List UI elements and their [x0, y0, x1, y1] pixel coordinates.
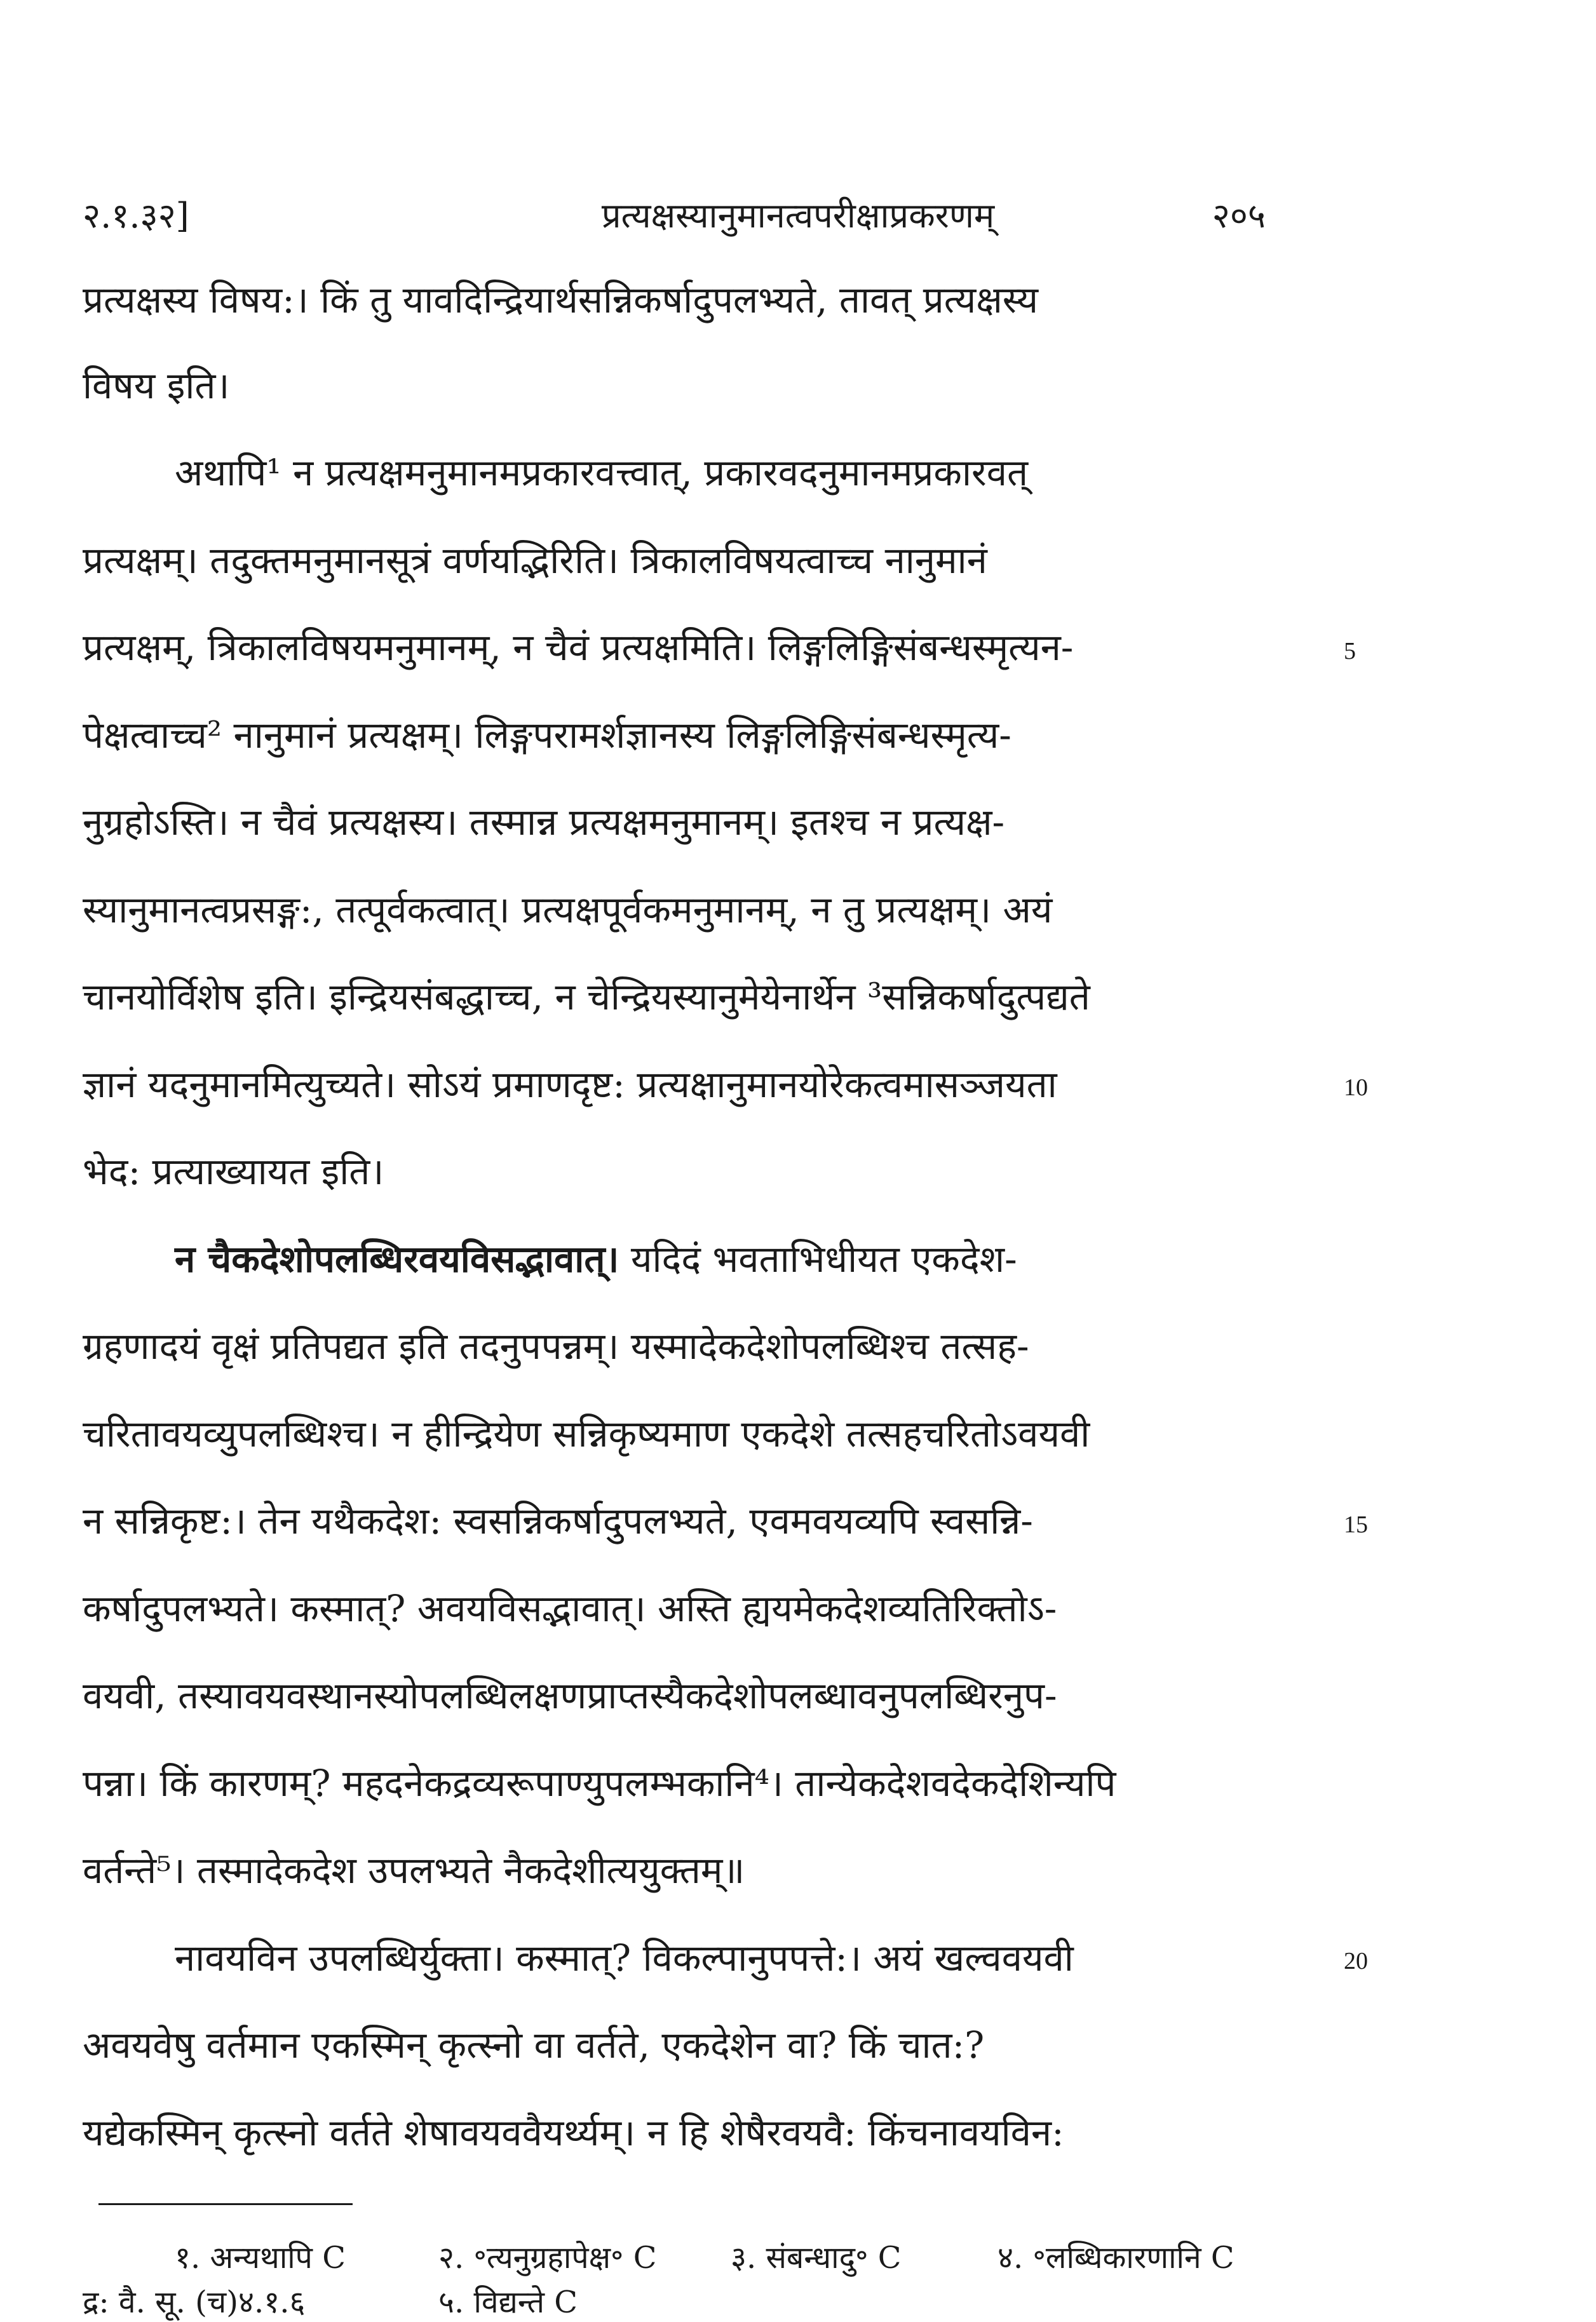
text-line: ग्रहणादयं वृक्षं प्रतिपद्यत इति तदनुपपन्नम्। यस्मादेकदेशोपलब्धिश्च तत्सह- — [83, 1325, 1029, 1368]
line-number: 15 — [1344, 1511, 1368, 1538]
text-line: प्रत्यक्षम्, त्रिकालविषयमनुमानम्, न चैवं प्रत्यक्षमिति। लिङ्गलिङ्गिसंबन्धस्मृत्यन- — [83, 626, 1074, 669]
text-line: अथापि¹ न प्रत्यक्षमनुमानमप्रकारवत्त्वात्, प्रकारवदनुमानमप्रकारवत् — [175, 451, 1029, 494]
text-line: चानयोर्विशेष इति। इन्द्रियसंबद्धाच्च, न चेन्द्रियस्यानुमेयेनार्थेन ³सन्निकर्षादुत्पद्यते — [83, 975, 1090, 1018]
text-line: पन्ना। किं कारणम्? महदनेकद्रव्यरूपाण्युपलम्भकानि⁴। तान्येकदेशवदेकदेशिन्यपि — [83, 1762, 1116, 1805]
text-line: ज्ञानं यदनुमानमित्युच्यते। सोऽयं प्रमाणदृष्ट: प्रत्यक्षानुमानयोरेकत्वमासञ्जयता — [83, 1063, 1057, 1106]
footnote: द्र: वै. सू. (च)४.१.६ — [83, 2285, 306, 2320]
text-line: विषय इति। — [83, 364, 230, 407]
text-line: स्यानुमानत्वप्रसङ्ग:, तत्पूर्वकत्वात्। प्रत्यक्षपूर्वकमनुमानम्, न तु प्रत्यक्षम्। अयं — [83, 888, 1053, 931]
text-line: अवयवेषु वर्तमान एकस्मिन् कृत्स्नो वा वर्तते, एकदेशेन वा? किं चात:? — [83, 2023, 985, 2067]
commentary-text: यदिदं भवताभिधीयत एकदेश- — [630, 1238, 1017, 1281]
text-line: नुग्रहोऽस्ति। न चैवं प्रत्यक्षस्य। तस्मान्न प्रत्यक्षमनुमानम्। इतश्च न प्रत्यक्ष- — [83, 800, 1005, 844]
text-line: भेद: प्रत्याख्यायत इति। — [83, 1150, 384, 1193]
text-line: चरितावयव्युपलब्धिश्च। न हीन्द्रियेण सन्निकृष्यमाण एकदेशे तत्सहचरितोऽवयवी — [83, 1412, 1090, 1455]
text-line: न सन्निकृष्ट:। तेन यथैकदेश: स्वसन्निकर्षादुपलभ्यते, एवमवयव्यपि स्वसन्नि- — [83, 1499, 1033, 1542]
line-number: 5 — [1344, 638, 1356, 665]
text-line: पेक्षत्वाच्च² नानुमानं प्रत्यक्षम्। लिङ्गपरामर्शज्ञानस्य लिङ्गलिङ्गिसंबन्धस्मृत्य- — [83, 713, 1011, 757]
line-number: 20 — [1344, 1948, 1368, 1974]
text-line: प्रत्यक्षम्। तदुक्तमनुमानसूत्रं वर्णयद्भिरिति। त्रिकालविषयत्वाच्च नानुमानं — [83, 539, 987, 582]
text-line: कर्षादुपलभ्यते। कस्मात्? अवयविसद्भावात्। अस्ति ह्ययमेकदेशव्यतिरिक्तोऽ- — [83, 1587, 1057, 1630]
chapter-title: प्रत्यक्षस्यानुमानत्वपरीक्षाप्रकरणम् — [601, 196, 995, 236]
text-line: प्रत्यक्षस्य विषय:। किं तु यावदिन्द्रियार्थसन्निकर्षादुपलभ्यते, तावत् प्रत्यक्षस्य — [83, 278, 1039, 321]
footnote: ३. संबन्धादु॰ C — [731, 2240, 902, 2276]
text-line: वर्तन्ते⁵। तस्मादेकदेश उपलभ्यते नैकदेशीत्ययुक्तम्॥ — [83, 1849, 745, 1892]
running-header — [0, 191, 1596, 248]
text-line: यद्येकस्मिन् कृत्स्नो वर्तते शेषावयववैयर्थ्यम्। न हि शेषैरवयवै: किंचनावयविन: — [83, 2111, 1064, 2154]
footnote: ५. विद्यन्ते C — [438, 2285, 578, 2320]
section-reference: २.१.३२] — [83, 196, 189, 236]
footnote: ४. ॰लब्धिकारणानि C — [998, 2240, 1234, 2276]
page-number: २०५ — [1212, 196, 1266, 236]
footnote: १. अन्यथापि C — [175, 2240, 346, 2276]
line-number: 10 — [1344, 1074, 1368, 1101]
text-line: वयवी, तस्यावयवस्थानस्योपलब्धिलक्षणप्राप्तस्यैकदेशोपलब्धावनुपलब्धिरनुप- — [83, 1674, 1057, 1717]
footnote-separator — [98, 2203, 353, 2205]
sutra-text: न चैकदेशोपलब्धिरवयविसद्भावात्। — [175, 1238, 619, 1281]
footnote: २. ॰त्यनुग्रहापेक्ष॰ C — [438, 2240, 657, 2276]
sutra-line — [175, 1238, 1369, 1281]
text-line: नावयविन उपलब्धिर्युक्ता। कस्मात्? विकल्पानुपपत्ते:। अयं खल्ववयवी — [175, 1936, 1074, 1980]
